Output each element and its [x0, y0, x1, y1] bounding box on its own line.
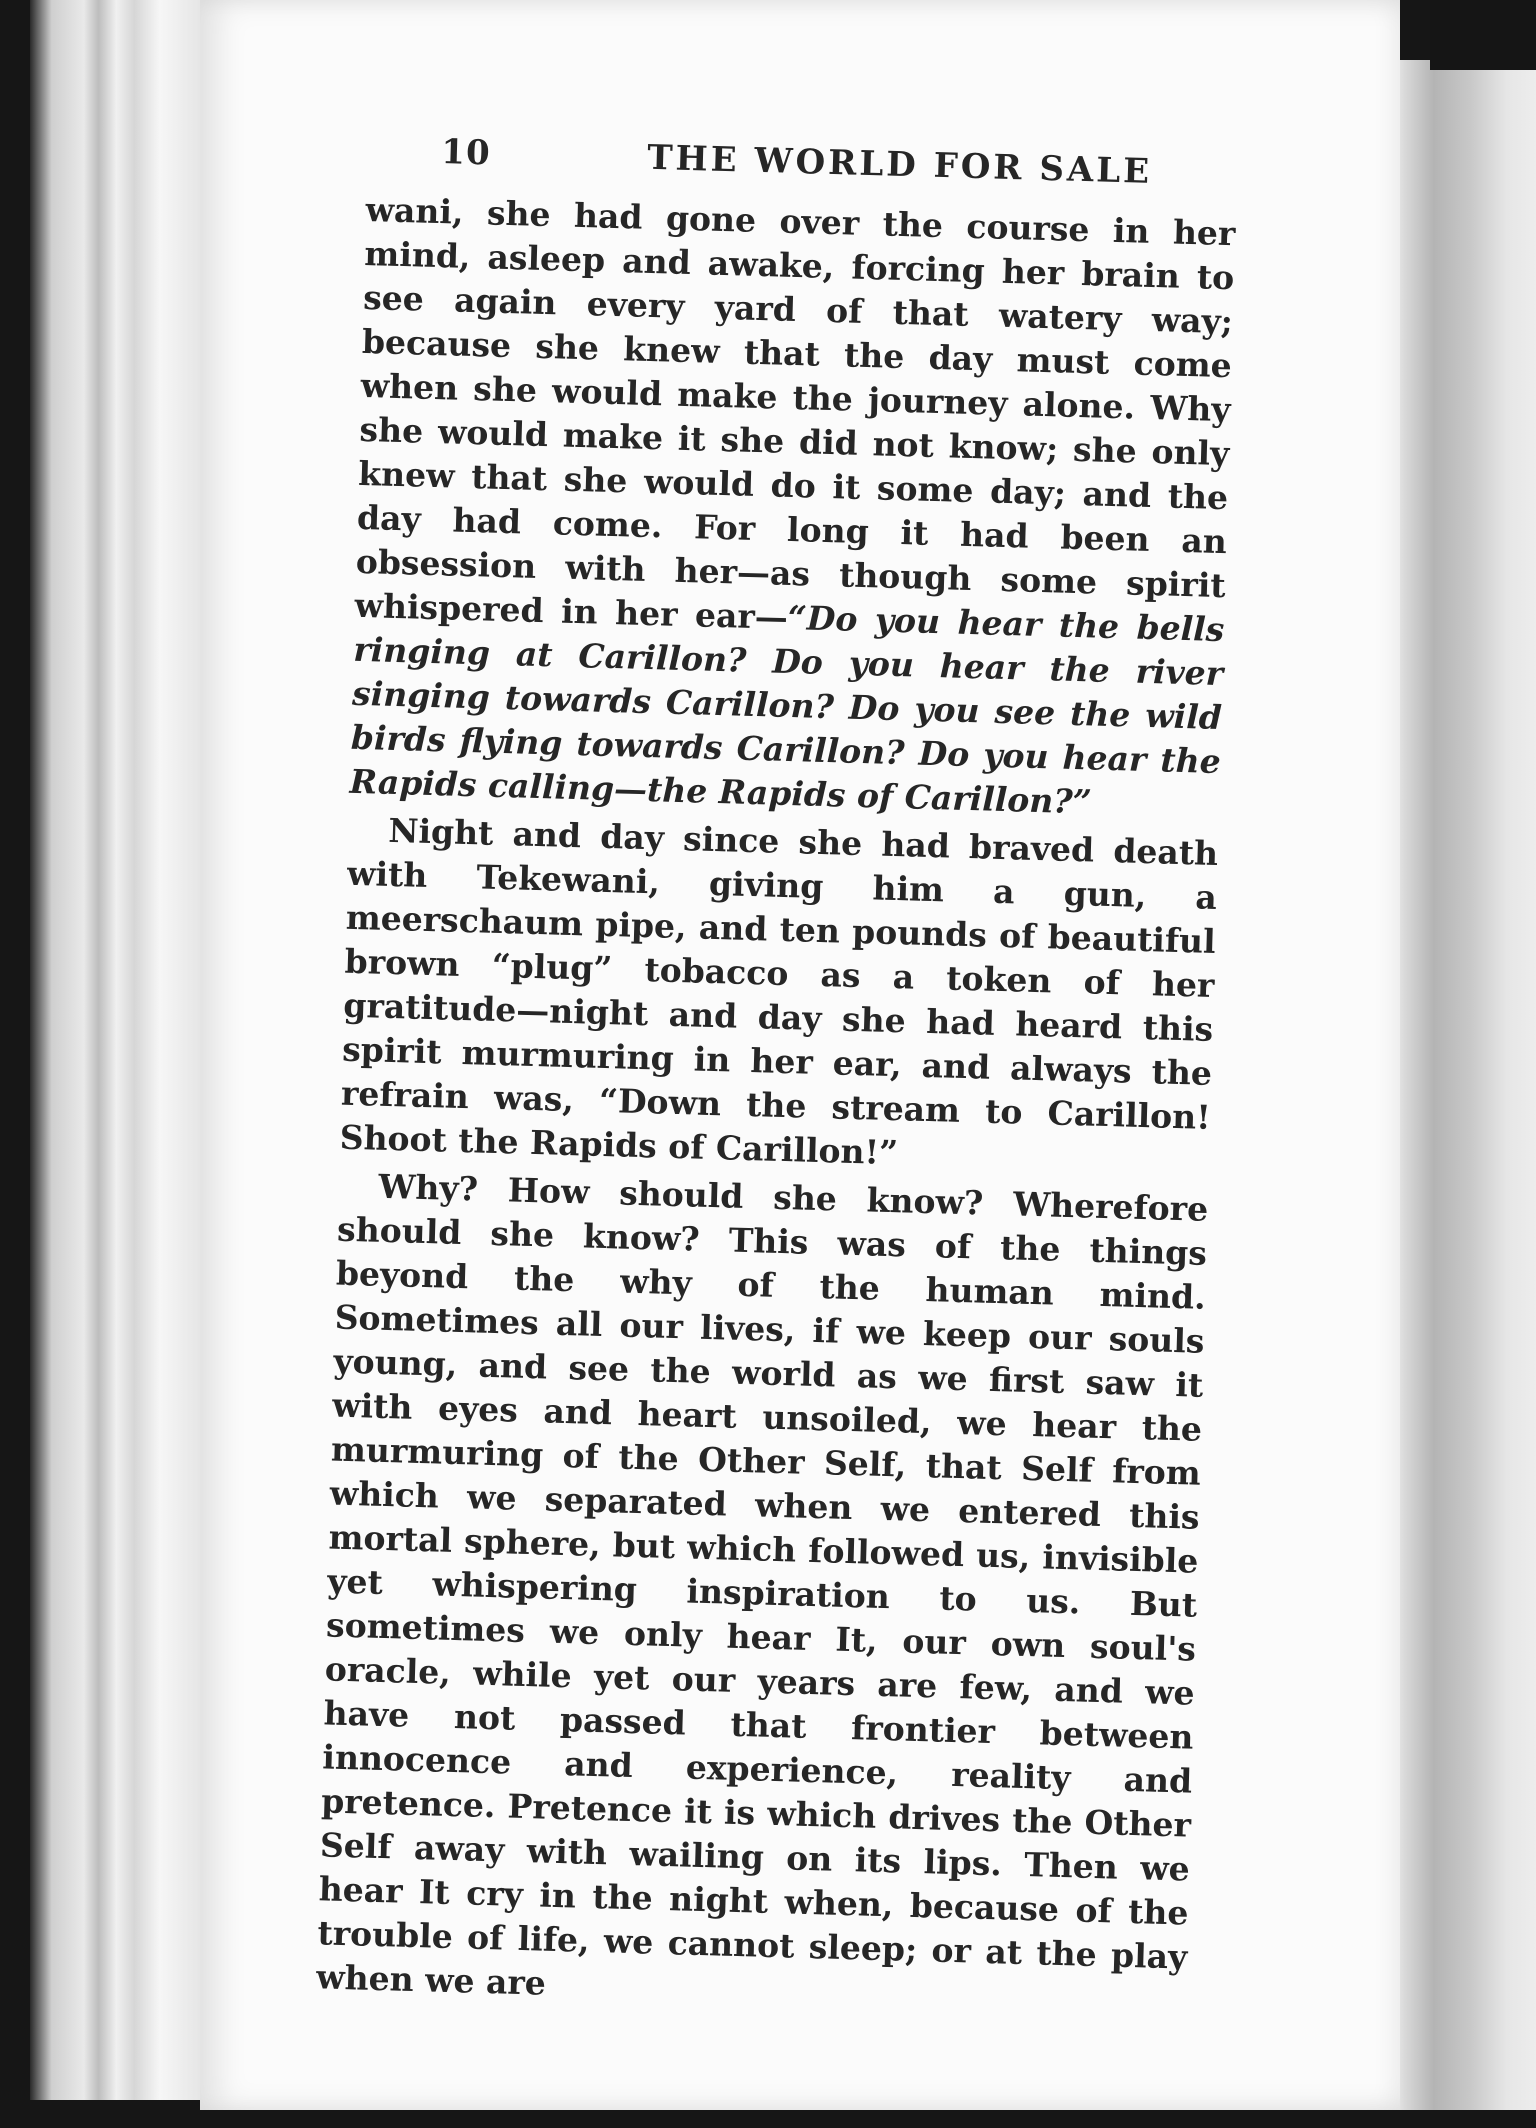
book-page-stack-left	[30, 0, 210, 2100]
paragraph-1-roman: wani, she had gone over the course in her mind, asleep and awake, forcing her brain to see again every yard of that watery way; because she knew that the day must come when she would make the journey alone. Why she would make it she did not know; she only knew that she would do it some day; and the day had come. For long it had been an obsession with her—as though some spirit whispered in her ear—	[354, 189, 1236, 637]
paragraph-2: Night and day since she had braved death with Tekewani, giving him a gun, a meerschaum pipe, and ten pounds of beautiful brown “plug” tobacco as a token of her gratitude—night and day she had heard this spirit murmuring in her ear, and always the refrain was, “Down the stream to Carillon! Shoot the Rapids of Carillon!”	[339, 810, 1219, 1173]
book-page-edge-right	[1390, 60, 1536, 2110]
book-page	[200, 0, 1400, 2110]
paragraph-1	[349, 188, 1236, 828]
paragraph-1-italic-quote: “Do you hear the bells ringing at Carillon? Do you hear the river singing towards Carillon? Do you see the wild birds flying towards Carillon? Do you hear the Rapids calling—the Rapids of Carillon?”	[349, 597, 1225, 822]
paragraph-3: Why? How should she know? Wherefore should she know? This was of the things beyond the why of the human mind. Sometimes all our lives, if we keep our souls young, and see the world as we first saw it with eyes and heart unsoiled, we hear the murmuring of the Other Self, that Self from which we separated when we entered this mortal sphere, but which followed us, invisible yet whispering inspiration to us. But sometimes we only hear It, our own soul's oracle, while yet our years are few, and we have not passed that frontier between innocence and experience, reality and pretence. Pretence it is which drives the Other Self away with wailing on its lips. Then we hear It cry in the night when, because of the trouble of life, we cannot sleep; or at the play when we are	[315, 1166, 1209, 2003]
text-block	[316, 128, 1238, 2024]
running-head: THE WORLD FOR SALE	[646, 137, 1153, 192]
scanner-corner	[1430, 0, 1536, 70]
page-number: 10	[440, 132, 492, 174]
